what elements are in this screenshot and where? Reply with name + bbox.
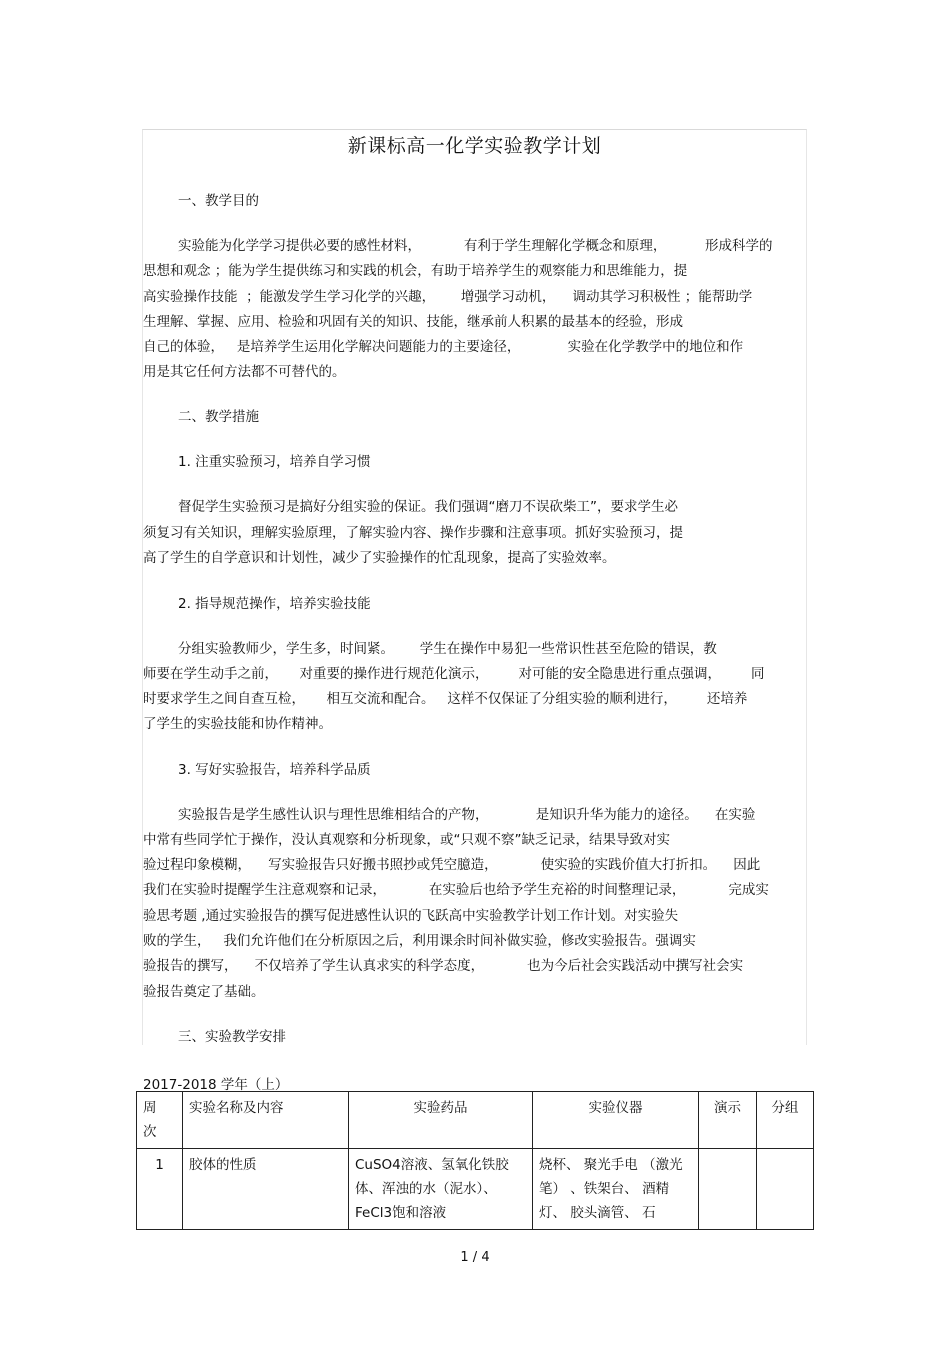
subsection-heading: 1. 注重实验预习，培养自学习惯 [178, 454, 371, 470]
page-number: 1 / 4 [460, 1250, 490, 1265]
paragraph-line: 实验报告是学生感性认识与理性思维相结合的产物， 是知识升华为能力的途径。 在实验 [178, 807, 756, 823]
paragraph-line: 生理解、掌握、应用、检验和巩固有关的知识、技能，继承前人积累的最基本的经验，形成 [143, 314, 683, 330]
paragraph-line: 实验能为化学学习提供必要的感性材料， 有利于学生理解化学概念和原理， 形成科学的 [178, 238, 773, 254]
paragraph-line: 思想和观念 ；能为学生提供练习和实践的机会，有助于培养学生的观察能力和思维能力，提 [143, 263, 688, 279]
paragraph-line: 分组实验教师少，学生多，时间紧。 学生在操作中易犯一些常识性甚至危险的错误，教 [178, 641, 717, 657]
table-row [137, 1149, 814, 1230]
paragraph-line: 督促学生实验预习是搞好分组实验的保证。我们强调“磨刀不误砍柴工”，要求学生必 [178, 499, 678, 515]
section-heading: 一、教学目的 [178, 193, 259, 209]
paragraph-line: 我们在实验时提醒学生注意观察和记录， 在实验后也给予学生充裕的时间整理记录， 完成实 [143, 882, 769, 898]
header-instruments: 实验仪器 [533, 1092, 699, 1149]
header-week: 周 次 [137, 1092, 183, 1149]
cell-experiment-name: 胶体的性质 [183, 1149, 349, 1230]
paragraph-line: 中常有些同学忙于操作，没认真观察和分析现象，或“只观不察”缺乏记录，结果导致对实 [143, 832, 670, 848]
cell-group [757, 1149, 814, 1230]
paragraph-line: 须复习有关知识，理解实验原理，了解实验内容、操作步骤和注意事项。抓好实验预习，提 [143, 525, 683, 541]
cell-chemicals: CuSO4溶液、氢氧化铁胶体、浑浊的水（泥水）、FeCl3饱和溶液 [349, 1149, 533, 1230]
paragraph-line: 验报告的撰写， 不仅培养了学生认真求实的科学态度， 也为今后社会实践活动中撰写社会实 [143, 958, 744, 974]
table-header-row [137, 1092, 814, 1149]
paragraph-line: 师要在学生动手之前， 对重要的操作进行规范化演示， 对可能的安全隐患进行重点强调， 同 [143, 666, 765, 682]
paragraph-line: 时要求学生之间自查互检， 相互交流和配合。 这样不仅保证了分组实验的顺利进行， 还培养 [143, 691, 748, 707]
subsection-heading: 2. 指导规范操作，培养实验技能 [178, 596, 371, 612]
paragraph-line: 验报告奠定了基础。 [143, 984, 265, 1000]
paragraph-line: 了学生的实验技能和协作精神。 [143, 716, 332, 732]
subsection-heading: 3. 写好实验报告，培养科学品质 [178, 762, 371, 778]
paragraph-line: 高实验操作技能 ；能激发学生学习化学的兴趣， 增强学习动机， 调动其学习积极性 ；能帮助学 [143, 289, 753, 305]
experiment-schedule-table [136, 1091, 814, 1230]
paragraph-line: 验过程印象模糊， 写实验报告只好搬书照抄或凭空臆造， 使实验的实践价值大打折扣。 因此 [143, 857, 761, 873]
paragraph-line: 高了学生的自学意识和计划性，减少了实验操作的忙乱现象，提高了实验效率。 [143, 550, 616, 566]
cell-week: 1 [137, 1149, 183, 1230]
paragraph-line: 自己的体验， 是培养学生运用化学解决问题能力的主要途径， 实验在化学教学中的地位和作 [143, 339, 744, 355]
paragraph-line: 败的学生， 我们允许他们在分析原因之后，利用课余时间补做实验，修改实验报告。强调实 [143, 933, 696, 949]
paragraph-line: 用是其它任何方法都不可替代的。 [143, 364, 346, 380]
section-heading: 三、实验教学安排 [178, 1029, 286, 1045]
paragraph-line: 验思考题 ,通过实验报告的撰写促进感性认识的飞跃高中实验教学计划工作计划。对实验失 [143, 908, 679, 924]
header-experiment-name: 实验名称及内容 [183, 1092, 349, 1149]
header-chemicals: 实验药品 [349, 1092, 533, 1149]
cell-instruments: 烧杯、 聚光手电 （激光笔） 、铁架台、 酒精灯、 胶头滴管、 石 [533, 1149, 699, 1230]
school-year-label: 2017-2018 学年（上） [143, 1077, 289, 1093]
section-heading: 二、教学措施 [178, 409, 259, 425]
header-demo: 演示 [699, 1092, 757, 1149]
header-group: 分组 [757, 1092, 814, 1149]
document-title: 新课标高一化学实验教学计划 [347, 135, 602, 157]
cell-demo [699, 1149, 757, 1230]
